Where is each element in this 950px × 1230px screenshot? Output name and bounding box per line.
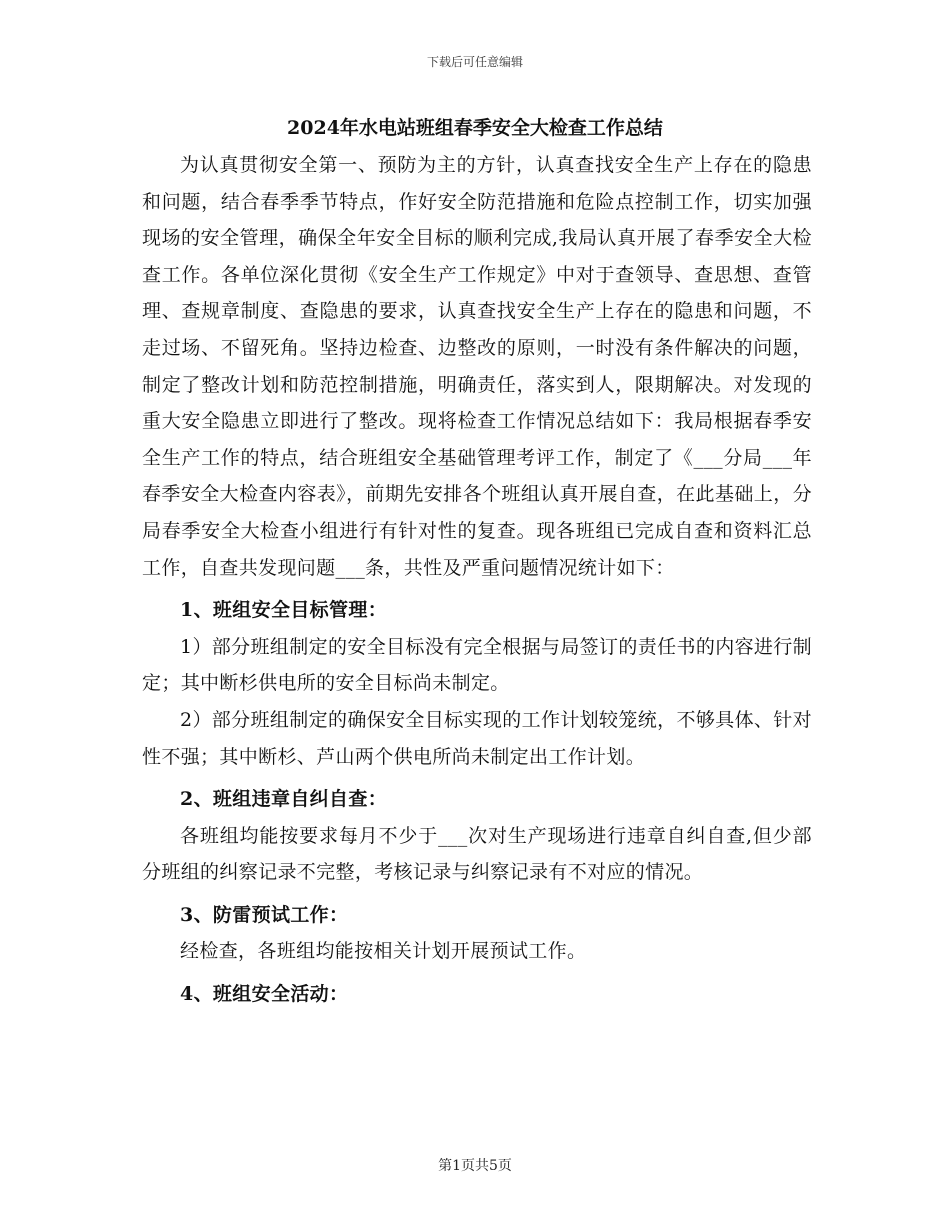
section-heading-safety-activity: 4、班组安全活动： — [180, 983, 349, 1006]
section-heading-lightning-test: 3、防雷预试工作： — [180, 903, 349, 926]
section-paragraph: 各班组均能按要求每月不少于___次对生产现场进行违章自纠自查,但少部分班组的纠察记录不完整，考核记录与纠察记录有不对应的情况。 — [142, 824, 812, 884]
page-number-indicator: 第1页共5页 — [438, 1158, 512, 1174]
section-paragraph: 经检查，各班组均能按相关计划开展预试工作。 — [180, 940, 587, 963]
section-heading-target-management: 1、班组安全目标管理： — [180, 599, 388, 622]
document-body — [142, 147, 812, 1013]
section-paragraph: 2）部分班组制定的确保安全目标实现的工作计划较笼统，不够具体、针对性不强；其中断杉、芦山两个供电所尚未制定出工作计划。 — [142, 708, 812, 768]
section-heading-violation-check: 2、班组违章自纠自查： — [180, 788, 388, 811]
section-paragraph: 1）部分班组制定的安全目标没有完全根据与局签订的责任书的内容进行制定；其中断杉供电所的安全目标尚未制定。 — [142, 635, 812, 695]
page-header-note: 下载后可任意编辑 — [426, 55, 523, 69]
intro-paragraph: 为认真贯彻安全第一、预防为主的方针，认真查找安全生产上存在的隐患和问题，结合春季季节特点，作好安全防范措施和危险点控制工作，切实加强现场的安全管理，确保全年安全目标的顺利完成,我局认真开展了春季安全大检查工作。各单位深化贯彻《安全生产工作规定》中对于查领导、查思想、查管理、查规章制度、查隐患的要求，认真查找安全生产上存在的隐患和问题，不走过场、不留死角。坚持边检查、边整改的原则，一时没有条件解决的问题，制定了整改计划和防范控制措施，明确责任，落实到人，限期解决。对发现的重大安全隐患立即进行了整改。现将检查工作情况总结如下：我局根据春季安全生产工作的特点，结合班组安全基础管理考评工作，制定了《___分局___年春季安全大检查内容表》，前期先安排各个班组认真开展自查，在此基础上，分局春季安全大检查小组进行有针对性的复查。现各班组已完成自查和资料汇总工作，自查共发现问题___条，共性及严重问题情况统计如下： — [142, 154, 812, 579]
document-title: 2024年水电站班组春季安全大检查工作总结 — [287, 117, 663, 139]
